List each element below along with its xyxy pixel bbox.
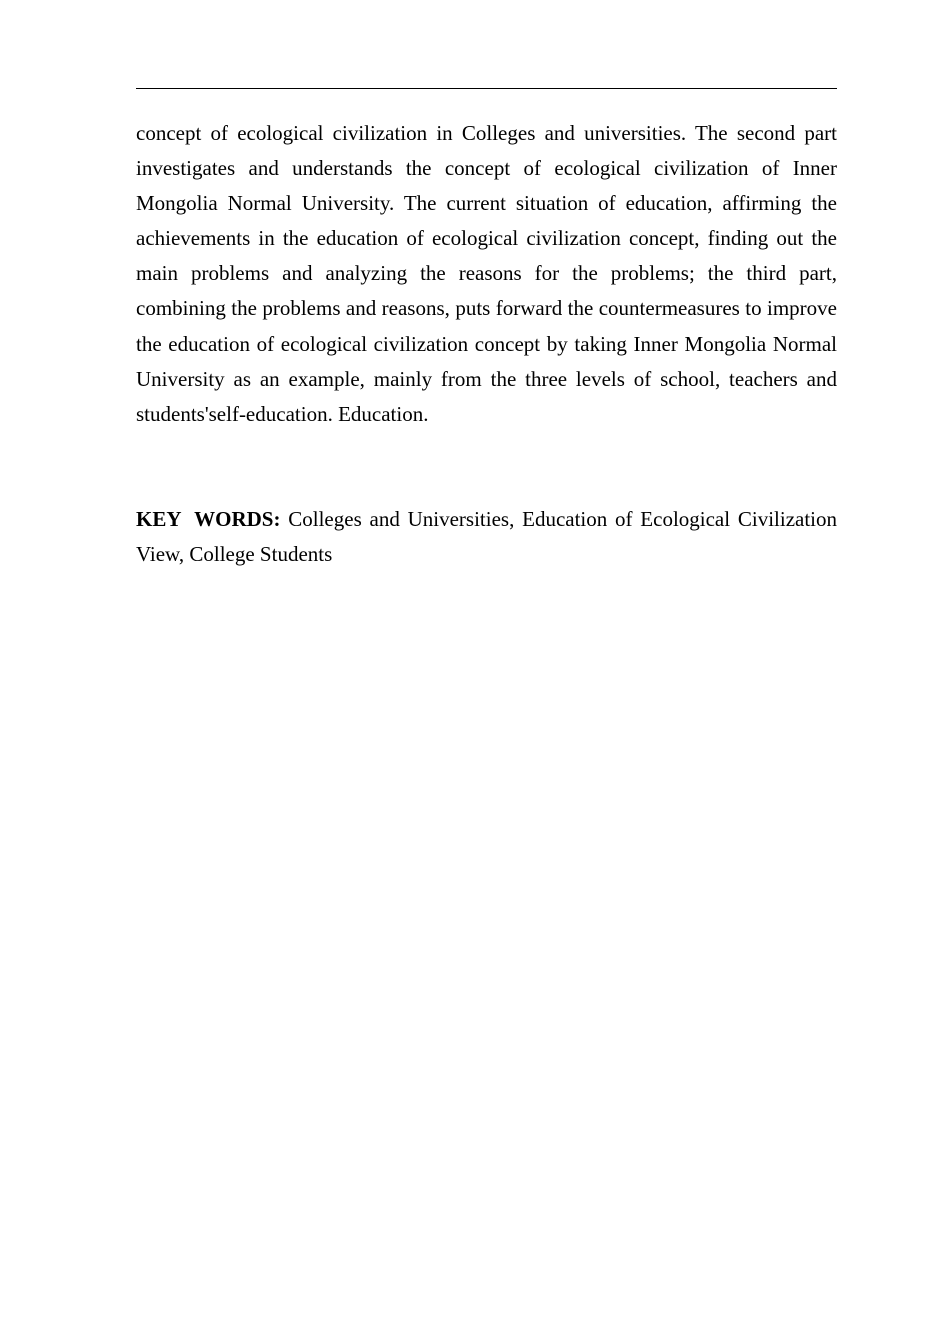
abstract-paragraph: concept of ecological civilization in Colleges and universities. The second part investigates and understands the concept of ecological civilization of Inner Mongolia Normal University. The current situation of education, affirming the achievements in the education of ecological civilization concept, finding out the main problems and analyzing the reasons for the problems; the third part, combining the problems and reasons, puts forward the countermeasures to improve the education of ecological civilization concept by taking Inner Mongolia Normal University as an example, mainly from the three levels of school, teachers and students'self-education. Education. (136, 121, 837, 426)
keywords-text: Colleges and Universities, Education of Ecological Civilization View, College Students (136, 507, 838, 567)
keywords-line (136, 502, 837, 572)
header-rule (136, 88, 837, 89)
keywords-label: KEY WORDS: (136, 507, 281, 531)
